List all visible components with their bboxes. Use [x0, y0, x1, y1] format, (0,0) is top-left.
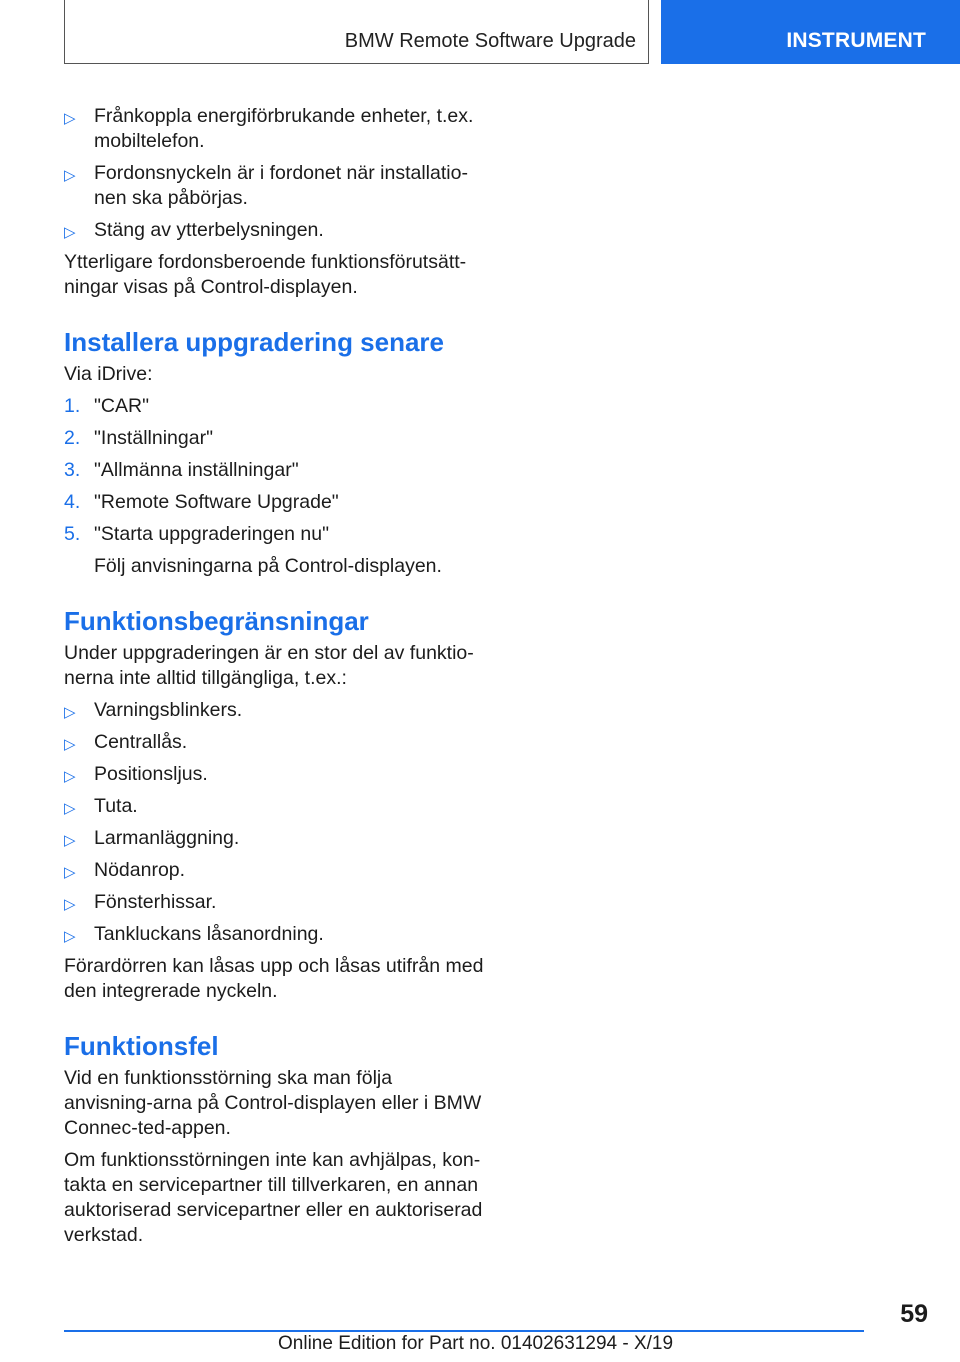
step-text: "Inställningar" [94, 427, 213, 449]
section-tab-label: INSTRUMENT [786, 29, 926, 52]
triangle-right-icon: ▷ [64, 704, 76, 721]
main-content [64, 104, 484, 1255]
limitations-closing: Förardörren kan låsas upp och låsas utifrån med den integrerade nyckeln. [64, 955, 484, 1002]
triangle-right-icon: ▷ [64, 224, 76, 241]
list-item: ▷ Stäng av ytterbelysningen. [64, 218, 484, 243]
triangle-right-icon: ▷ [64, 736, 76, 753]
install-lead: Via iDrive: [64, 363, 153, 385]
step-note: Följ anvisningarna på Control-displayen. [94, 555, 442, 577]
step-number: 4. [64, 491, 81, 513]
triangle-right-icon: ▷ [64, 896, 76, 913]
list-item: ▷ Fordonsnyckeln är i fordonet när installatio-nen ska påbörjas. [64, 162, 468, 209]
step-number: 2. [64, 427, 81, 449]
heading-install-later: Installera uppgradering senare [64, 327, 445, 357]
intro-paragraph: Ytterligare fordonsberoende funktionsförutsätt-ningar visas på Control-displayen. [64, 251, 467, 298]
limitations-lead: Under uppgraderingen är en stor del av funktio-nerna inte alltid tillgängliga, t.ex.: [64, 642, 474, 689]
step-text: "Remote Software Upgrade" [94, 491, 339, 513]
footer-divider [64, 1330, 864, 1332]
section-tab[interactable] [661, 0, 960, 64]
list-item: ▷ Nödanrop. [64, 858, 484, 883]
step-number: 5. [64, 523, 81, 545]
triangle-right-icon: ▷ [64, 928, 76, 945]
header-title: BMW Remote Software Upgrade [344, 30, 636, 52]
triangle-right-icon: ▷ [64, 864, 76, 881]
step-text: "CAR" [94, 395, 150, 417]
triangle-right-icon: ▷ [64, 167, 76, 184]
list-item: ▷ Tuta. [64, 794, 484, 819]
list-item: ▷ Frånkoppla energiförbrukande enheter, t.ex. mobiltelefon. [64, 105, 474, 152]
list-item: ▷ Larmanläggning. [64, 826, 484, 851]
heading-malfunction: Funktionsfel [64, 1031, 219, 1061]
list-item: ▷ Fönsterhissar. [64, 890, 484, 915]
header-title-box [64, 0, 649, 64]
footer-edition-text: Online Edition for Part no. 01402631294 - X/19 [278, 1333, 674, 1354]
triangle-right-icon: ▷ [64, 832, 76, 849]
malfunction-paragraph-1: Vid en funktionsstörning ska man följa anvisning-arna på Control-displayen eller i BMW Connec-ted-appen. [64, 1067, 482, 1139]
triangle-right-icon: ▷ [64, 768, 76, 785]
step-text: "Allmänna inställningar" [94, 459, 299, 481]
heading-limitations: Funktionsbegränsningar [64, 606, 369, 636]
step-number: 3. [64, 459, 81, 481]
step-text: "Starta uppgraderingen nu" [94, 523, 330, 545]
step-item [64, 394, 484, 419]
page-number: 59 [900, 1300, 928, 1328]
step-number: 1. [64, 395, 81, 417]
step-item [64, 458, 484, 483]
step-item [64, 490, 484, 515]
step-item [64, 522, 484, 547]
list-item: ▷ Positionsljus. [64, 762, 484, 787]
list-item: ▷ Tankluckans låsanordning. [64, 922, 484, 947]
step-item [64, 426, 484, 451]
list-item: ▷ Varningsblinkers. [64, 698, 484, 723]
malfunction-paragraph-2: Om funktionsstörningen inte kan avhjälpas, kon-takta en servicepartner till tillverkaren, en annan auktoriserad servicepartner eller en auktoriserad verkstad. [64, 1149, 483, 1246]
list-item: ▷ Centrallås. [64, 730, 484, 755]
triangle-right-icon: ▷ [64, 800, 76, 817]
triangle-right-icon: ▷ [64, 110, 76, 127]
